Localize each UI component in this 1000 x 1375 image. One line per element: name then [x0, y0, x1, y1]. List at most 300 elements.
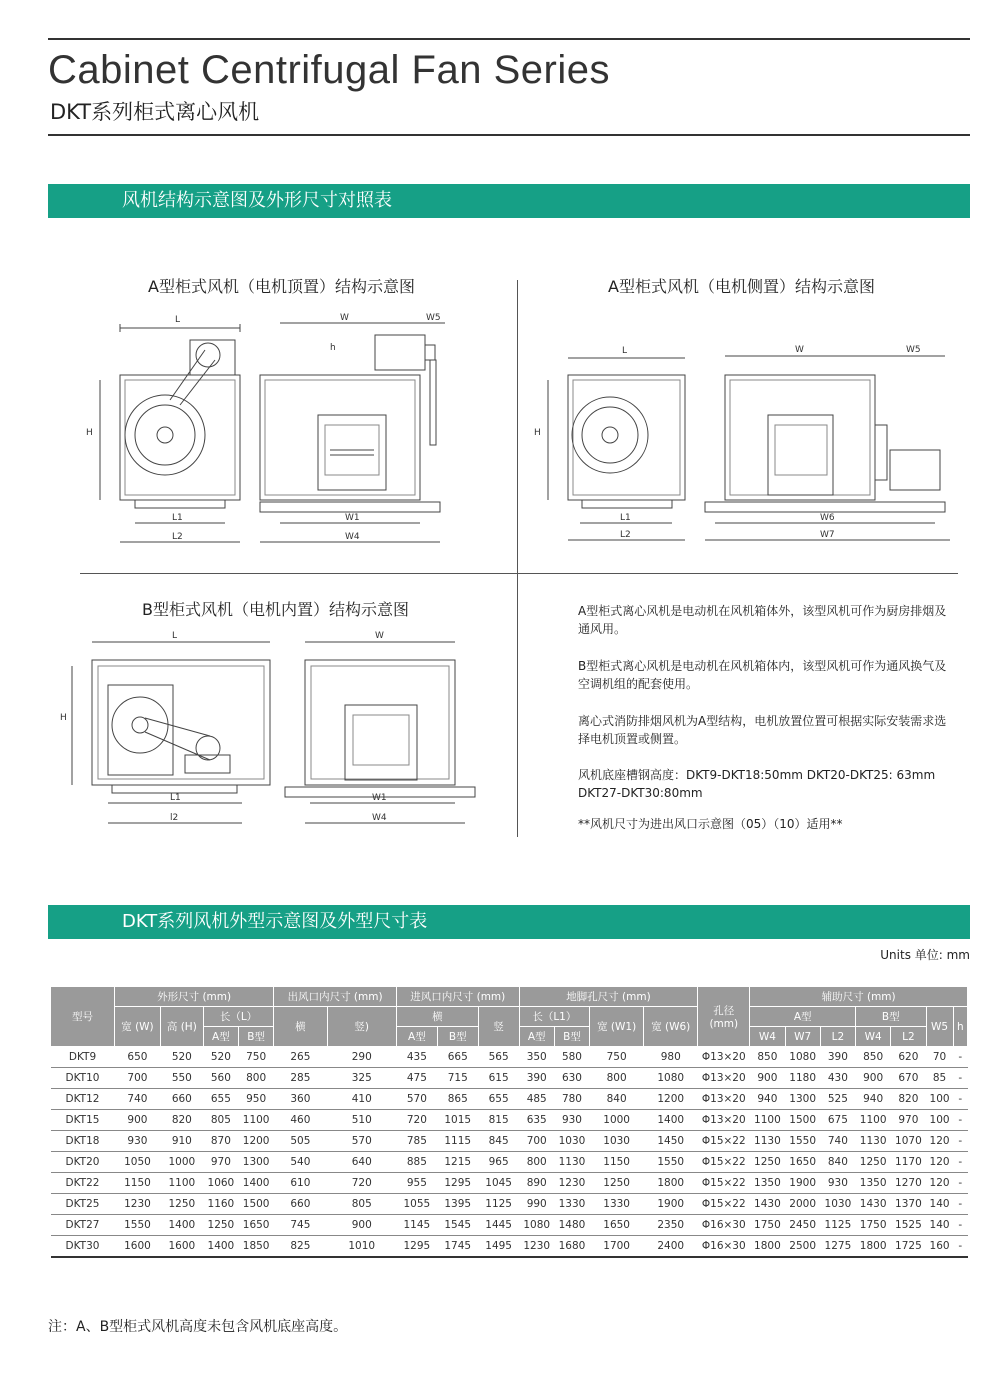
- units-label: Units 单位: mm: [880, 948, 970, 962]
- table-cell: 1500: [785, 1110, 820, 1131]
- table-cell: 1200: [644, 1089, 698, 1110]
- table-cell: 665: [437, 1047, 478, 1068]
- table-cell: 620: [891, 1047, 926, 1068]
- dim-W1: W1: [345, 513, 360, 523]
- th-inlet-a: A型: [396, 1027, 437, 1047]
- table-cell: 1250: [856, 1152, 891, 1173]
- table-cell: 610: [274, 1173, 327, 1194]
- table-cell: 1350: [750, 1173, 785, 1194]
- table-cell: 850: [750, 1047, 785, 1068]
- table-cell: 890: [519, 1173, 554, 1194]
- table-cell: 2500: [785, 1236, 820, 1257]
- table-cell: 820: [160, 1110, 203, 1131]
- table-cell: 1125: [478, 1194, 519, 1215]
- table-cell: 1230: [115, 1194, 161, 1215]
- th-model: 型号: [51, 987, 115, 1047]
- table-cell: 570: [396, 1089, 437, 1110]
- table-cell: 1400: [644, 1110, 698, 1131]
- table-cell: 1900: [785, 1173, 820, 1194]
- dim-b-L1: L1: [170, 793, 181, 803]
- table-cell: 1130: [750, 1131, 785, 1152]
- table-cell: 85: [926, 1068, 953, 1089]
- table-cell: 1650: [785, 1152, 820, 1173]
- table-cell: 1180: [785, 1068, 820, 1089]
- table-cell: 1545: [437, 1215, 478, 1236]
- table-cell: 1680: [554, 1236, 589, 1257]
- table-cell: 2350: [644, 1215, 698, 1236]
- table-cell: 2450: [785, 1215, 820, 1236]
- table-cell: 900: [856, 1068, 891, 1089]
- table-cell: 1230: [519, 1236, 554, 1257]
- table-cell: 1070: [891, 1131, 926, 1152]
- table-cell: 1500: [239, 1194, 274, 1215]
- table-cell: 1850: [239, 1236, 274, 1257]
- table-cell: 635: [519, 1110, 554, 1131]
- top-rule: [48, 38, 970, 40]
- table-cell: DKT25: [51, 1194, 115, 1215]
- diagram-a-top-title: A型柜式风机（电机顶置）结构示意图: [148, 277, 415, 296]
- diagram-b-title: B型柜式风机（电机内置）结构示意图: [142, 600, 409, 619]
- table-cell: 815: [478, 1110, 519, 1131]
- desc-base-height: 风机底座槽钢高度：DKT9-DKT18:50mm DKT20-DKT25: 63mm DKT27-DKT30:80mm: [578, 768, 936, 800]
- table-cell: 885: [396, 1152, 437, 1173]
- table-cell: 1550: [644, 1152, 698, 1173]
- table-cell: 1550: [785, 1131, 820, 1152]
- table-cell: 1150: [590, 1152, 644, 1173]
- dim-b-L: L: [172, 631, 178, 641]
- dim-side-W5: W5: [906, 345, 921, 355]
- table-cell: 350: [519, 1047, 554, 1068]
- diagram-a-top: [80, 310, 500, 560]
- table-cell: 930: [554, 1110, 589, 1131]
- table-cell: 740: [115, 1089, 161, 1110]
- table-cell: 485: [519, 1089, 554, 1110]
- dim-b-l2: l2: [170, 813, 179, 823]
- table-cell: 805: [203, 1110, 238, 1131]
- table-cell: 900: [115, 1110, 161, 1131]
- table-cell: 930: [115, 1131, 161, 1152]
- table-row: [51, 1047, 968, 1068]
- table-cell: 1330: [590, 1194, 644, 1215]
- table-cell: -: [953, 1173, 967, 1194]
- table-cell: 955: [396, 1173, 437, 1194]
- th-outlet: 出风口内尺寸 (mm): [274, 987, 397, 1007]
- th-outer: 外形尺寸 (mm): [115, 987, 274, 1007]
- dim-W5: W5: [426, 313, 441, 323]
- table-cell: 160: [926, 1236, 953, 1257]
- table-cell: 1100: [239, 1110, 274, 1131]
- table-cell: 120: [926, 1152, 953, 1173]
- table-cell: 2400: [644, 1236, 698, 1257]
- dim-side-W6: W6: [820, 513, 835, 523]
- th-height-h: 高 (H): [160, 1007, 203, 1047]
- th-b-w4: W4: [856, 1027, 891, 1047]
- table-row: [51, 1068, 968, 1089]
- table-cell: DKT18: [51, 1131, 115, 1152]
- th-hole: 孔径 (mm): [698, 987, 750, 1047]
- table-cell: 1100: [856, 1110, 891, 1131]
- table-cell: 1800: [644, 1173, 698, 1194]
- table-cell: Φ13×20: [698, 1068, 750, 1089]
- table-cell: 1495: [478, 1236, 519, 1257]
- table-cell: 825: [274, 1236, 327, 1257]
- table-cell: 120: [926, 1173, 953, 1194]
- th-l-a: A型: [203, 1027, 238, 1047]
- th-h: h: [953, 1007, 967, 1047]
- table-cell: 1295: [396, 1236, 437, 1257]
- table-cell: 1250: [160, 1194, 203, 1215]
- table-cell: Φ15×22: [698, 1194, 750, 1215]
- table-cell: 1370: [891, 1194, 926, 1215]
- table-cell: 780: [554, 1089, 589, 1110]
- table-cell: -: [953, 1236, 967, 1257]
- table-cell: 700: [115, 1068, 161, 1089]
- table-cell: 1525: [891, 1215, 926, 1236]
- table-cell: 1030: [820, 1194, 855, 1215]
- table-cell: 640: [327, 1152, 396, 1173]
- table-cell: 720: [327, 1173, 396, 1194]
- dim-L: L: [175, 315, 181, 325]
- dim-side-L: L: [622, 346, 628, 356]
- table-cell: 100: [926, 1089, 953, 1110]
- table-cell: -: [953, 1089, 967, 1110]
- table-cell: 750: [590, 1047, 644, 1068]
- table-cell: 1395: [437, 1194, 478, 1215]
- table-cell: 1060: [203, 1173, 238, 1194]
- table-cell: 1080: [519, 1215, 554, 1236]
- table-cell: 1600: [160, 1236, 203, 1257]
- th-b-l2: L2: [891, 1027, 926, 1047]
- table-cell: 1160: [203, 1194, 238, 1215]
- table-cell: 1170: [891, 1152, 926, 1173]
- table-cell: 325: [327, 1068, 396, 1089]
- table-cell: 785: [396, 1131, 437, 1152]
- desc-fire-smoke: 离心式消防排烟风机为A型结构，电机放置位置可根据实际安装需求选择电机顶置或侧置。: [578, 714, 947, 746]
- table-cell: 1750: [856, 1215, 891, 1236]
- dim-W4: W4: [345, 532, 360, 542]
- table-cell: 1800: [856, 1236, 891, 1257]
- table-row: [51, 1236, 968, 1257]
- table-cell: 850: [856, 1047, 891, 1068]
- table-cell: 720: [396, 1110, 437, 1131]
- table-cell: Φ15×22: [698, 1152, 750, 1173]
- table-cell: 800: [590, 1068, 644, 1089]
- table-cell: 1650: [590, 1215, 644, 1236]
- table-cell: 1050: [115, 1152, 161, 1173]
- table-cell: 285: [274, 1068, 327, 1089]
- table-cell: 1400: [203, 1236, 238, 1257]
- table-cell: 840: [820, 1152, 855, 1173]
- table-cell: 670: [891, 1068, 926, 1089]
- th-w5: W5: [926, 1007, 953, 1047]
- table-cell: 1430: [856, 1194, 891, 1215]
- table-cell: 1450: [644, 1131, 698, 1152]
- th-a-w7: W7: [785, 1027, 820, 1047]
- table-cell: 475: [396, 1068, 437, 1089]
- table-cell: Φ13×20: [698, 1110, 750, 1131]
- table-cell: 715: [437, 1068, 478, 1089]
- desc-a-type: A型柜式离心风机是电动机在风机箱体外，该型风机可作为厨房排烟及通风用。: [578, 604, 947, 636]
- table-cell: 2000: [785, 1194, 820, 1215]
- table-cell: 700: [519, 1131, 554, 1152]
- table-cell: 1900: [644, 1194, 698, 1215]
- table-cell: 1480: [554, 1215, 589, 1236]
- table-cell: 745: [274, 1215, 327, 1236]
- th-foot: 地脚孔尺寸 (mm): [519, 987, 698, 1007]
- table-cell: 1080: [785, 1047, 820, 1068]
- table-cell: 1250: [590, 1173, 644, 1194]
- dim-side-W: W: [795, 345, 804, 355]
- table-cell: 120: [926, 1131, 953, 1152]
- table-cell: 615: [478, 1068, 519, 1089]
- spec-table: [50, 986, 968, 1258]
- th-a-l2: L2: [820, 1027, 855, 1047]
- table-cell: DKT9: [51, 1047, 115, 1068]
- table-cell: 1000: [160, 1152, 203, 1173]
- table-cell: 1300: [785, 1089, 820, 1110]
- table-cell: Φ13×20: [698, 1047, 750, 1068]
- table-cell: 805: [327, 1194, 396, 1215]
- title-rule: [48, 134, 970, 136]
- table-cell: 660: [274, 1194, 327, 1215]
- th-w6: 宽 (W6): [644, 1007, 698, 1047]
- table-cell: -: [953, 1047, 967, 1068]
- table-cell: 540: [274, 1152, 327, 1173]
- desc-applicable: **风机尺寸为进出风口示意图（05）（10）适用**: [578, 817, 843, 831]
- table-cell: 570: [327, 1131, 396, 1152]
- footnote: 注：A、B型柜式风机高度未包含风机底座高度。: [48, 1319, 348, 1335]
- table-cell: 390: [820, 1047, 855, 1068]
- table-cell: -: [953, 1152, 967, 1173]
- table-cell: DKT20: [51, 1152, 115, 1173]
- table-cell: 520: [160, 1047, 203, 1068]
- table-cell: 1330: [554, 1194, 589, 1215]
- table-cell: 865: [437, 1089, 478, 1110]
- table-cell: 70: [926, 1047, 953, 1068]
- table-cell: Φ15×22: [698, 1173, 750, 1194]
- table-cell: 845: [478, 1131, 519, 1152]
- table-cell: DKT27: [51, 1215, 115, 1236]
- table-cell: 910: [160, 1131, 203, 1152]
- table-cell: 1400: [160, 1215, 203, 1236]
- table-cell: 1300: [239, 1152, 274, 1173]
- table-cell: 1745: [437, 1236, 478, 1257]
- table-cell: 1725: [891, 1236, 926, 1257]
- table-cell: -: [953, 1068, 967, 1089]
- table-cell: 965: [478, 1152, 519, 1173]
- table-cell: 290: [327, 1047, 396, 1068]
- dim-L2: L2: [172, 532, 183, 542]
- table-cell: 1650: [239, 1215, 274, 1236]
- table-cell: Φ16×30: [698, 1236, 750, 1257]
- table-row: [51, 1152, 968, 1173]
- table-cell: -: [953, 1194, 967, 1215]
- table-cell: -: [953, 1131, 967, 1152]
- th-aux-a: A型: [750, 1007, 856, 1027]
- table-cell: 990: [519, 1194, 554, 1215]
- th-aux: 辅助尺寸 (mm): [750, 987, 968, 1007]
- table-cell: 525: [820, 1089, 855, 1110]
- table-cell: Φ13×20: [698, 1089, 750, 1110]
- table-cell: 100: [926, 1110, 953, 1131]
- table-cell: 1100: [160, 1173, 203, 1194]
- dim-b-W: W: [375, 631, 384, 641]
- table-cell: -: [953, 1215, 967, 1236]
- th-w1: 宽 (W1): [590, 1007, 644, 1047]
- table-cell: 1800: [750, 1236, 785, 1257]
- section1-banner: 风机结构示意图及外形尺寸对照表: [48, 184, 970, 218]
- table-cell: 1115: [437, 1131, 478, 1152]
- table-row: [51, 1173, 968, 1194]
- th-l-b: B型: [239, 1027, 274, 1047]
- table-cell: Φ16×30: [698, 1215, 750, 1236]
- table-cell: 510: [327, 1110, 396, 1131]
- dim-side-L1: L1: [620, 513, 631, 523]
- table-cell: 1015: [437, 1110, 478, 1131]
- section2-banner: DKT系列风机外型示意图及外型尺寸表: [48, 905, 970, 939]
- table-cell: 1030: [590, 1131, 644, 1152]
- spec-table-body: [51, 1047, 968, 1257]
- table-cell: 1700: [590, 1236, 644, 1257]
- table-row: [51, 1194, 968, 1215]
- table-cell: 1295: [437, 1173, 478, 1194]
- dim-side-L2: L2: [620, 530, 631, 540]
- table-cell: 675: [820, 1110, 855, 1131]
- table-row: [51, 1110, 968, 1131]
- table-cell: 140: [926, 1194, 953, 1215]
- table-cell: 410: [327, 1089, 396, 1110]
- table-cell: 900: [327, 1215, 396, 1236]
- table-cell: 750: [239, 1047, 274, 1068]
- table-cell: 1055: [396, 1194, 437, 1215]
- table-cell: 1200: [239, 1131, 274, 1152]
- table-cell: -: [953, 1110, 967, 1131]
- table-cell: DKT12: [51, 1089, 115, 1110]
- table-cell: 505: [274, 1131, 327, 1152]
- table-cell: 630: [554, 1068, 589, 1089]
- table-cell: 970: [203, 1152, 238, 1173]
- th-inlet-heng: 横: [396, 1007, 478, 1027]
- dim-W: W: [340, 313, 349, 323]
- table-cell: 970: [891, 1110, 926, 1131]
- table-cell: 650: [115, 1047, 161, 1068]
- th-l1-a: A型: [519, 1027, 554, 1047]
- page-title: Cabinet Centrifugal Fan Series: [48, 48, 610, 92]
- table-cell: 580: [554, 1047, 589, 1068]
- dim-side-W7: W7: [820, 530, 835, 540]
- table-row: [51, 1131, 968, 1152]
- dim-b-W1: W1: [372, 793, 387, 803]
- table-cell: 660: [160, 1089, 203, 1110]
- table-cell: 940: [856, 1089, 891, 1110]
- table-cell: 980: [644, 1047, 698, 1068]
- table-cell: 870: [203, 1131, 238, 1152]
- table-cell: 1430: [750, 1194, 785, 1215]
- table-cell: 900: [750, 1068, 785, 1089]
- table-cell: 550: [160, 1068, 203, 1089]
- table-cell: 655: [203, 1089, 238, 1110]
- table-cell: DKT30: [51, 1236, 115, 1257]
- dim-h: h: [330, 343, 336, 353]
- table-cell: 1215: [437, 1152, 478, 1173]
- table-cell: 1230: [554, 1173, 589, 1194]
- table-cell: 930: [820, 1173, 855, 1194]
- th-outlet-heng: 横: [274, 1007, 327, 1047]
- table-cell: 1250: [750, 1152, 785, 1173]
- table-cell: 950: [239, 1089, 274, 1110]
- table-cell: 800: [239, 1068, 274, 1089]
- table-row: [51, 1215, 968, 1236]
- table-cell: 140: [926, 1215, 953, 1236]
- table-cell: 265: [274, 1047, 327, 1068]
- dim-side-H: H: [534, 428, 541, 438]
- table-cell: 360: [274, 1089, 327, 1110]
- table-cell: 1350: [856, 1173, 891, 1194]
- table-cell: 1125: [820, 1215, 855, 1236]
- th-width-w: 宽 (W): [115, 1007, 161, 1047]
- th-inlet: 进风口内尺寸 (mm): [396, 987, 519, 1007]
- table-cell: 1145: [396, 1215, 437, 1236]
- table-cell: 1080: [644, 1068, 698, 1089]
- table-cell: 1045: [478, 1173, 519, 1194]
- th-length-l: 长（L）: [203, 1007, 274, 1027]
- table-cell: 560: [203, 1068, 238, 1089]
- diagram-a-side-title: A型柜式风机（电机侧置）结构示意图: [608, 277, 875, 296]
- table-cell: 840: [590, 1089, 644, 1110]
- table-cell: 1130: [554, 1152, 589, 1173]
- th-aux-b: B型: [856, 1007, 927, 1027]
- table-cell: 390: [519, 1068, 554, 1089]
- table-cell: 565: [478, 1047, 519, 1068]
- table-cell: DKT15: [51, 1110, 115, 1131]
- divider-vertical: [517, 280, 518, 837]
- table-cell: 1100: [750, 1110, 785, 1131]
- table-cell: 1130: [856, 1131, 891, 1152]
- table-cell: 1400: [239, 1173, 274, 1194]
- table-cell: 1010: [327, 1236, 396, 1257]
- table-cell: 1000: [590, 1110, 644, 1131]
- diagram-a-side: [530, 340, 960, 550]
- table-cell: 1150: [115, 1173, 161, 1194]
- table-cell: Φ15×22: [698, 1131, 750, 1152]
- table-cell: 460: [274, 1110, 327, 1131]
- table-cell: 1275: [820, 1236, 855, 1257]
- dim-L1: L1: [172, 513, 183, 523]
- th-inlet-shu: 竖: [478, 1007, 519, 1047]
- table-cell: 740: [820, 1131, 855, 1152]
- table-cell: DKT10: [51, 1068, 115, 1089]
- th-a-w4: W4: [750, 1027, 785, 1047]
- table-cell: 1600: [115, 1236, 161, 1257]
- table-cell: 820: [891, 1089, 926, 1110]
- table-cell: 655: [478, 1089, 519, 1110]
- table-cell: 1250: [203, 1215, 238, 1236]
- divider-horizontal: [80, 573, 958, 574]
- table-cell: 1750: [750, 1215, 785, 1236]
- table-cell: 520: [203, 1047, 238, 1068]
- table-cell: 430: [820, 1068, 855, 1089]
- table-cell: 435: [396, 1047, 437, 1068]
- page-subtitle: DKT系列柜式离心风机: [50, 100, 260, 124]
- dim-b-H: H: [60, 713, 67, 723]
- th-length-l1: 长（L1）: [519, 1007, 590, 1027]
- table-row: [51, 1089, 968, 1110]
- table-cell: 1445: [478, 1215, 519, 1236]
- table-cell: 940: [750, 1089, 785, 1110]
- table-cell: 800: [519, 1152, 554, 1173]
- table-cell: 1030: [554, 1131, 589, 1152]
- table-cell: DKT22: [51, 1173, 115, 1194]
